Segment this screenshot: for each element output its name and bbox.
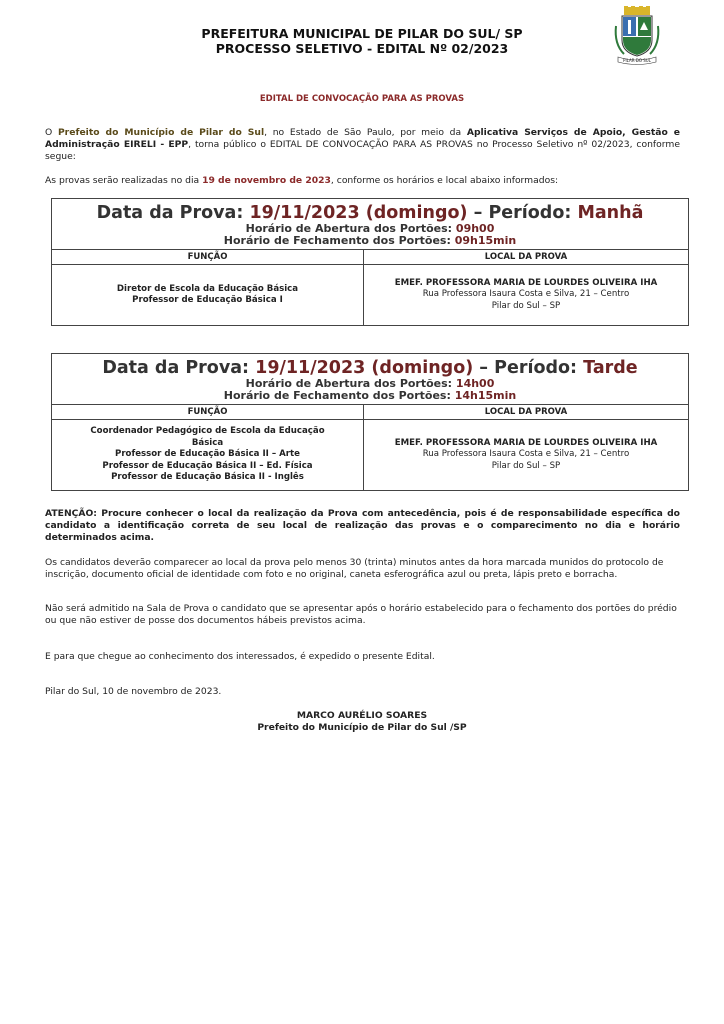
exam-table-morning <box>51 198 689 326</box>
attention-paragraph: ATENÇÃO: Procure conhecer o local da realização da Prova com antecedência, pois é de responsabilidade específica do candidato a identificação correta de seu local de realização das provas e o comparecimento no dia e horário determinados acima. <box>45 508 680 543</box>
funcao-cell: Diretor de Escola da Educação Básica Professor de Educação Básica I <box>52 265 364 326</box>
exam-table-afternoon <box>51 353 689 491</box>
local-cell: EMEF. PROFESSORA MARIA DE LOURDES OLIVEIRA IHA Rua Professora Isaura Costa e Silva, 21 – Centro Pilar do Sul – SP <box>364 420 689 491</box>
column-header-funcao: FUNÇÃO <box>52 405 364 420</box>
exam-header: Data da Prova: 19/11/2023 (domingo) – Período: Manhã Horário de Abertura dos Portões: 09h00 Horário de Fechamento dos Portões: 09h15min <box>52 199 689 250</box>
funcao-cell: Coordenador Pedagógico de Escola da Educação Básica Professor de Educação Básica II – Arte Professor de Educação Básica II – Ed. Física Professor de Educação Básica II - Inglês <box>52 420 364 491</box>
header-line-1: PREFEITURA MUNICIPAL DE PILAR DO SUL/ SP <box>201 26 523 41</box>
place-date: Pilar do Sul, 10 de novembro de 2023. <box>45 686 222 697</box>
header-line-2: PROCESSO SELETIVO - EDITAL Nº 02/2023 <box>215 41 509 56</box>
closing-paragraph: E para que chegue ao conhecimento dos interessados, é expedido o presente Edital. <box>45 651 435 662</box>
section-title: EDITAL DE CONVOCAÇÃO PARA AS PROVAS <box>259 94 465 104</box>
column-header-local: LOCAL DA PROVA <box>364 405 689 420</box>
late-paragraph: Não será admitido na Sala de Prova o candidato que se apresentar após o horário estabelecido para o fechamento dos portões do prédio ou que não estiver de posse dos documentos hábeis previstos acima. <box>45 603 677 626</box>
signature-role: Prefeito do Município de Pilar do Sul /SP <box>257 722 467 733</box>
schedule-paragraph: As provas serão realizadas no dia 19 de novembro de 2023, conforme os horários e local abaixo informados: <box>45 175 559 186</box>
municipal-crest-icon <box>612 6 662 66</box>
intro-paragraph: O Prefeito do Município de Pilar do Sul, no Estado de São Paulo, por meio da Aplicativa Serviços de Apoio, Gestão e Administração EIRELI - EPP, torna público o EDITAL DE CONVOCAÇÃO PARA AS PROVAS no Processo Seletivo nº 02/2023, conforme segue: <box>45 127 681 162</box>
local-cell: EMEF. PROFESSORA MARIA DE LOURDES OLIVEIRA IHA Rua Professora Isaura Costa e Silva, 21 – Centro Pilar do Sul – SP <box>364 265 689 326</box>
svg-text:PILAR DO SUL: PILAR DO SUL <box>623 58 651 63</box>
column-header-funcao: FUNÇÃO <box>52 250 364 265</box>
signature-name: MARCO AURÉLIO SOARES <box>296 710 428 721</box>
exam-header: Data da Prova: 19/11/2023 (domingo) – Período: Tarde Horário de Abertura dos Portões: 14h00 Horário de Fechamento dos Portões: 14h15min <box>52 354 689 405</box>
arrival-paragraph: Os candidatos deverão comparecer ao local da prova pelo menos 30 (trinta) minutos antes da hora marcada munidos do protocolo de inscrição, documento oficial de identidade com foto e no original, caneta esferográfica azul ou preta, lápis preto e borracha. <box>45 557 664 580</box>
column-header-local: LOCAL DA PROVA <box>364 250 689 265</box>
